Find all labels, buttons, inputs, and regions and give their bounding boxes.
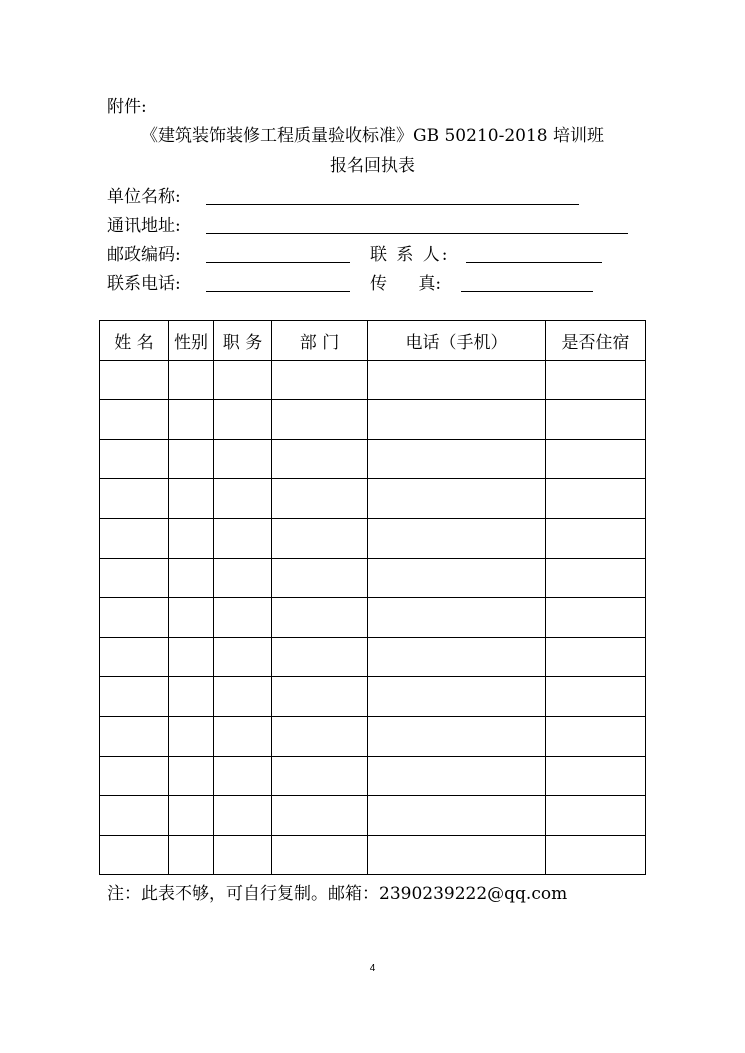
table-cell[interactable] (368, 835, 546, 875)
unit-name-field[interactable] (206, 204, 579, 205)
header-phone: 电话（手机） (368, 321, 546, 361)
table-cell[interactable] (214, 558, 272, 598)
table-cell[interactable] (546, 716, 646, 756)
table-cell[interactable] (100, 439, 169, 479)
table-cell[interactable] (368, 598, 546, 638)
table-cell[interactable] (368, 796, 546, 836)
table-cell[interactable] (169, 756, 214, 796)
table-cell[interactable] (169, 518, 214, 558)
table-row (100, 716, 646, 756)
table-cell[interactable] (546, 796, 646, 836)
table-cell[interactable] (100, 400, 169, 440)
table-cell[interactable] (272, 400, 368, 440)
table-cell[interactable] (169, 677, 214, 717)
address-label: 通讯地址: (107, 216, 181, 236)
table-cell[interactable] (169, 360, 214, 400)
footer-note: 注：此表不够，可自行复制。邮箱：2390239222@qq.com (107, 884, 568, 904)
unit-name-label: 单位名称: (107, 187, 181, 207)
table-cell[interactable] (272, 835, 368, 875)
table-cell[interactable] (100, 518, 169, 558)
table-cell[interactable] (546, 439, 646, 479)
table-cell[interactable] (169, 598, 214, 638)
header-gender: 性别 (169, 321, 214, 361)
table-cell[interactable] (272, 637, 368, 677)
table-cell[interactable] (368, 558, 546, 598)
table-cell[interactable] (100, 677, 169, 717)
table-cell[interactable] (214, 518, 272, 558)
table-row (100, 439, 646, 479)
table-cell[interactable] (214, 439, 272, 479)
table-cell[interactable] (100, 479, 169, 519)
table-cell[interactable] (214, 360, 272, 400)
table-cell[interactable] (546, 598, 646, 638)
table-row (100, 518, 646, 558)
table-row (100, 400, 646, 440)
registration-table (99, 320, 646, 875)
table-cell[interactable] (546, 400, 646, 440)
header-position: 职 务 (214, 321, 272, 361)
header-name: 姓 名 (100, 321, 169, 361)
table-header-row (100, 321, 646, 361)
table-cell[interactable] (214, 716, 272, 756)
table-row (100, 360, 646, 400)
table-row (100, 637, 646, 677)
table-cell[interactable] (546, 835, 646, 875)
table-cell[interactable] (100, 835, 169, 875)
table-cell[interactable] (169, 400, 214, 440)
table-cell[interactable] (100, 796, 169, 836)
table-cell[interactable] (368, 439, 546, 479)
attachment-label: 附件: (107, 97, 147, 117)
table-row (100, 598, 646, 638)
table-row (100, 796, 646, 836)
table-cell[interactable] (368, 479, 546, 519)
table-cell[interactable] (368, 637, 546, 677)
table-cell[interactable] (100, 558, 169, 598)
table-row (100, 558, 646, 598)
fax-label: 传 真: (370, 274, 442, 294)
table-cell[interactable] (169, 637, 214, 677)
table-cell[interactable] (100, 360, 169, 400)
contact-field[interactable] (466, 262, 602, 263)
table-cell[interactable] (214, 479, 272, 519)
table-cell[interactable] (368, 518, 546, 558)
page-number: 4 (369, 963, 376, 974)
table-cell[interactable] (546, 518, 646, 558)
table-row (100, 677, 646, 717)
table-cell[interactable] (100, 598, 169, 638)
table-cell[interactable] (272, 518, 368, 558)
table-row (100, 479, 646, 519)
table-cell[interactable] (272, 439, 368, 479)
table-cell[interactable] (169, 558, 214, 598)
table-cell[interactable] (546, 558, 646, 598)
table-cell[interactable] (169, 796, 214, 836)
table-cell[interactable] (272, 677, 368, 717)
phone-label: 联系电话: (107, 274, 181, 294)
table-row (100, 835, 646, 875)
table-cell[interactable] (546, 360, 646, 400)
document-title: 《建筑装饰装修工程质量验收标准》GB 50210-2018 培训班 (141, 126, 604, 146)
table-cell[interactable] (214, 598, 272, 638)
table-cell[interactable] (546, 479, 646, 519)
table-cell[interactable] (214, 756, 272, 796)
table-cell[interactable] (272, 756, 368, 796)
table-cell[interactable] (214, 796, 272, 836)
contact-label: 联 系 人: (370, 245, 450, 265)
fax-field[interactable] (461, 291, 593, 292)
table-cell[interactable] (272, 796, 368, 836)
table-cell[interactable] (169, 439, 214, 479)
table-cell[interactable] (368, 677, 546, 717)
table-cell[interactable] (368, 400, 546, 440)
table-cell[interactable] (169, 716, 214, 756)
table-cell[interactable] (272, 360, 368, 400)
table-cell[interactable] (100, 756, 169, 796)
table-cell[interactable] (272, 716, 368, 756)
document-subtitle: 报名回执表 (330, 156, 415, 176)
header-accommodation: 是否住宿 (546, 321, 646, 361)
table-cell[interactable] (368, 756, 546, 796)
table-cell[interactable] (214, 677, 272, 717)
header-department: 部 门 (272, 321, 368, 361)
postcode-field[interactable] (206, 262, 350, 263)
table-cell[interactable] (546, 756, 646, 796)
table-cell[interactable] (272, 479, 368, 519)
table-cell[interactable] (100, 716, 169, 756)
table-cell[interactable] (546, 637, 646, 677)
address-field[interactable] (206, 233, 628, 234)
table-cell[interactable] (272, 558, 368, 598)
table-cell[interactable] (368, 716, 546, 756)
table-cell[interactable] (169, 479, 214, 519)
postcode-label: 邮政编码: (107, 245, 181, 265)
table-cell[interactable] (546, 677, 646, 717)
table-cell[interactable] (368, 360, 546, 400)
table-cell[interactable] (214, 400, 272, 440)
phone-field[interactable] (206, 291, 350, 292)
table-cell[interactable] (214, 835, 272, 875)
table-cell[interactable] (272, 598, 368, 638)
table-cell[interactable] (169, 835, 214, 875)
table-cell[interactable] (100, 637, 169, 677)
table-row (100, 756, 646, 796)
table-cell[interactable] (214, 637, 272, 677)
